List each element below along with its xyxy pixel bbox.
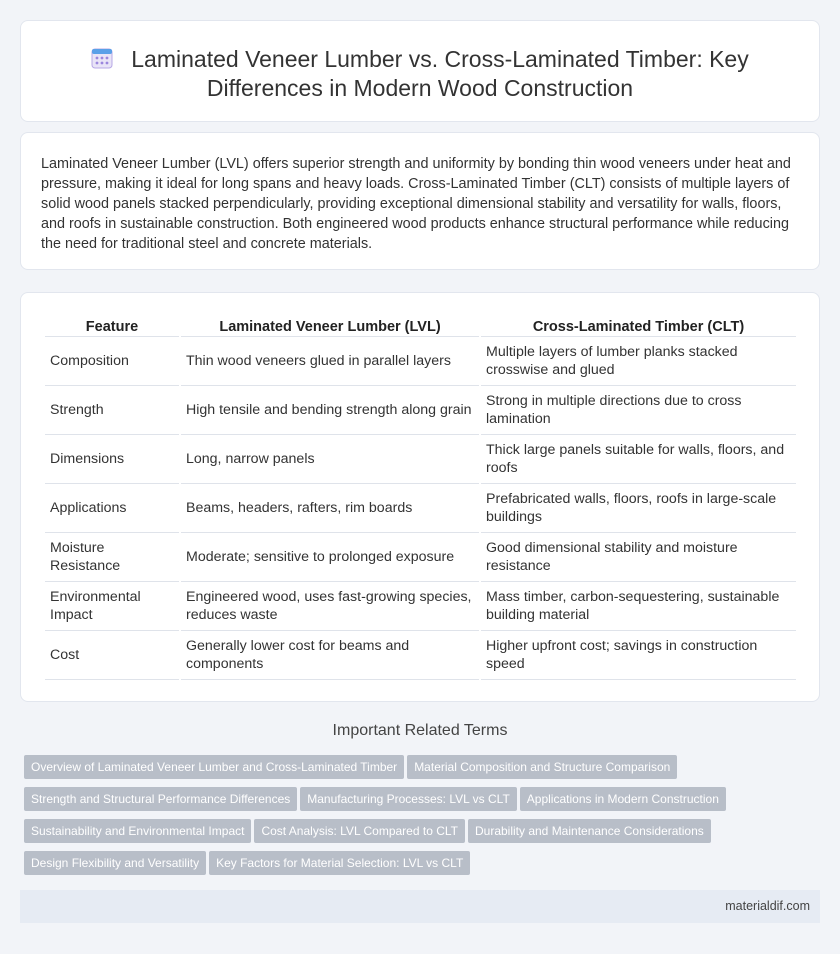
tag-row bbox=[24, 851, 814, 883]
related-tag[interactable]: Design Flexibility and Versatility bbox=[24, 851, 206, 875]
table-row bbox=[45, 435, 796, 484]
lvl-cell: Thin wood veneers glued in parallel layers bbox=[181, 337, 479, 386]
table-row bbox=[45, 386, 796, 435]
table-row bbox=[45, 631, 796, 680]
lvl-cell: Long, narrow panels bbox=[181, 435, 479, 484]
table-header-row bbox=[45, 315, 796, 337]
related-tag[interactable]: Manufacturing Processes: LVL vs CLT bbox=[300, 787, 517, 811]
page-title bbox=[21, 45, 819, 103]
header-clt: Cross-Laminated Timber (CLT) bbox=[481, 315, 796, 337]
feature-cell: Cost bbox=[45, 631, 179, 680]
clt-cell: Thick large panels suitable for walls, floors, and roofs bbox=[481, 435, 796, 484]
lvl-cell: Engineered wood, uses fast-growing species, reduces waste bbox=[181, 582, 479, 631]
lvl-cell: Generally lower cost for beams and components bbox=[181, 631, 479, 680]
table-row bbox=[45, 533, 796, 582]
calendar-grid-icon bbox=[91, 47, 113, 69]
footer-site-link[interactable]: materialdif.com bbox=[725, 899, 810, 913]
lvl-cell: High tensile and bending strength along grain bbox=[181, 386, 479, 435]
related-tag[interactable]: Strength and Structural Performance Differences bbox=[24, 787, 297, 811]
clt-cell: Strong in multiple directions due to cross lamination bbox=[481, 386, 796, 435]
related-tag[interactable]: Cost Analysis: LVL Compared to CLT bbox=[254, 819, 465, 843]
page-title-text: Laminated Veneer Lumber vs. Cross-Laminated Timber: Key Differences in Modern Wood Construction bbox=[131, 46, 749, 101]
feature-cell: Environmental Impact bbox=[45, 582, 179, 631]
comparison-card bbox=[20, 292, 820, 702]
related-tag[interactable]: Material Composition and Structure Comparison bbox=[407, 755, 677, 779]
feature-cell: Dimensions bbox=[45, 435, 179, 484]
feature-cell: Applications bbox=[45, 484, 179, 533]
feature-cell: Composition bbox=[45, 337, 179, 386]
comparison-table bbox=[43, 315, 798, 680]
feature-cell: Strength bbox=[45, 386, 179, 435]
lvl-cell: Moderate; sensitive to prolonged exposure bbox=[181, 533, 479, 582]
feature-cell: Moisture Resistance bbox=[45, 533, 179, 582]
summary-text: Laminated Veneer Lumber (LVL) offers superior strength and uniformity by bonding thin wood veneers under heat and pressure, making it ideal for long spans and heavy loads. Cross-Laminated Timber (CLT) consists of multiple layers of solid wood panels stacked perpendicularly, providing exceptional dimensional stability and versatility for walls, floors, and roofs in sustainable construction. Both engineered wood products enhance structural performance while reducing the need for traditional steel and concrete materials. bbox=[41, 156, 791, 252]
clt-cell: Higher upfront cost; savings in construction speed bbox=[481, 631, 796, 680]
header-feature: Feature bbox=[45, 315, 179, 337]
lvl-cell: Beams, headers, rafters, rim boards bbox=[181, 484, 479, 533]
header-lvl: Laminated Veneer Lumber (LVL) bbox=[181, 315, 479, 337]
clt-cell: Good dimensional stability and moisture resistance bbox=[481, 533, 796, 582]
related-tag[interactable]: Applications in Modern Construction bbox=[520, 787, 726, 811]
tag-row bbox=[24, 819, 814, 851]
header-card bbox=[20, 20, 820, 122]
related-tag[interactable]: Overview of Laminated Veneer Lumber and Cross-Laminated Timber bbox=[24, 755, 404, 779]
related-terms-tags bbox=[24, 755, 814, 883]
table-row bbox=[45, 484, 796, 533]
related-tag[interactable]: Durability and Maintenance Considerations bbox=[468, 819, 711, 843]
related-terms-title: Important Related Terms bbox=[332, 722, 508, 739]
clt-cell: Prefabricated walls, floors, roofs in large-scale buildings bbox=[481, 484, 796, 533]
related-tag[interactable]: Sustainability and Environmental Impact bbox=[24, 819, 251, 843]
tag-row bbox=[24, 755, 814, 787]
related-tag[interactable]: Key Factors for Material Selection: LVL vs CLT bbox=[209, 851, 470, 875]
table-row bbox=[45, 337, 796, 386]
table-row bbox=[45, 582, 796, 631]
clt-cell: Mass timber, carbon-sequestering, sustainable building material bbox=[481, 582, 796, 631]
summary-card bbox=[20, 132, 820, 270]
footer bbox=[20, 890, 820, 923]
clt-cell: Multiple layers of lumber planks stacked crosswise and glued bbox=[481, 337, 796, 386]
tag-row bbox=[24, 787, 814, 819]
